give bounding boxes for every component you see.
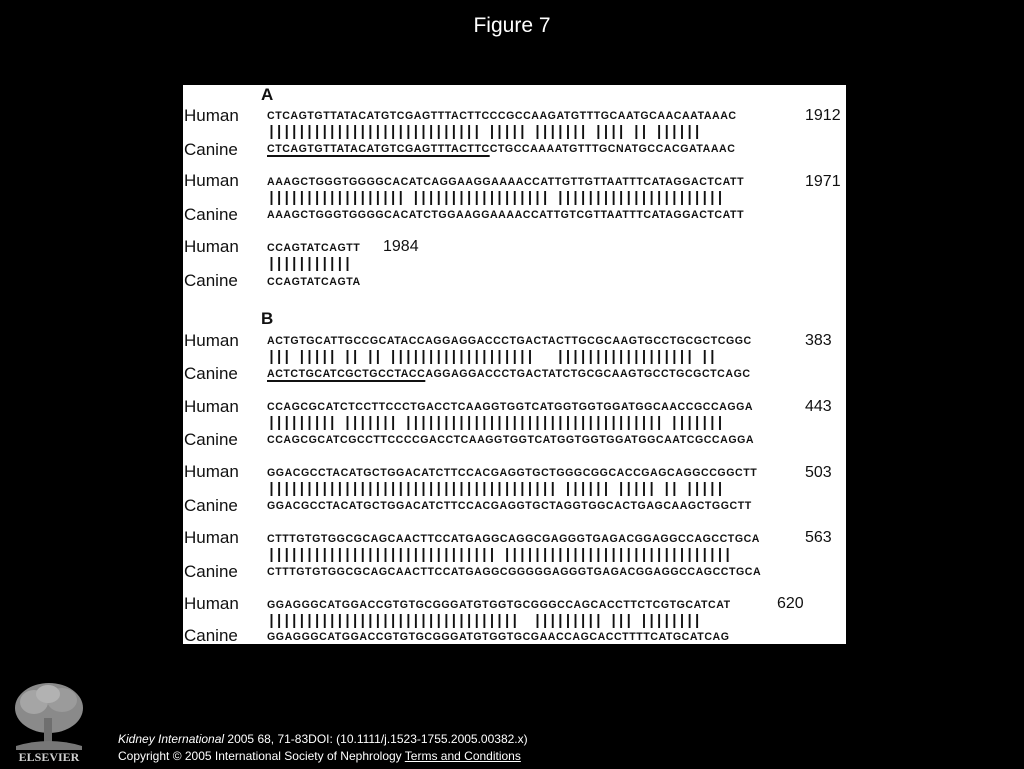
match-bars: ||||||||| ||||||| |||||||||||||||||||||||||||||||||| ||||||| xyxy=(267,415,724,432)
position-number: 620 xyxy=(777,595,804,612)
human-label: Human xyxy=(184,331,239,350)
citation-details: 2005 68, 71-83DOI: (10.1111/j.1523-1755.2005.00382.x) xyxy=(224,732,528,746)
match-bars: ||||||||||| xyxy=(267,256,351,273)
canine-sequence: GGAGGGCATGGACCGTGTGCGGGATGTGGTGCGAACCAGCACCTTTTCATGCATCAG xyxy=(267,631,730,643)
primer-underline: ACTCTGCATCGCTGCCTACC xyxy=(267,368,426,380)
human-label: Human xyxy=(184,528,239,547)
canine-sequence xyxy=(267,368,751,380)
human-label: Human xyxy=(184,462,239,481)
match-bars: |||||||||||||||||| |||||||||||||||||| |||||||||||||||||||||| xyxy=(267,190,724,207)
citation-line xyxy=(118,731,528,748)
elsevier-wordmark: ELSEVIER xyxy=(18,750,80,764)
human-sequence: GGACGCCTACATGCTGGACATCTTCCACGAGGTGCTGGGCGGCACCGAGCAGGCCGGCTT xyxy=(267,467,758,479)
match-bars: |||||||||||||||||||||||||||||| |||||||||||||||||||||||||||||| xyxy=(267,547,731,564)
canine-sequence: CTTTGTGTGGCGCAGCAACTTCCATGAGGCGGGGGAGGGTGAGACGGAGGCCAGCCTGCA xyxy=(267,566,762,578)
journal-name: Kidney International xyxy=(118,732,225,746)
human-label: Human xyxy=(184,237,239,256)
position-number: 1984 xyxy=(383,238,419,255)
match-bars: |||||||||||||||||||||||||||||||||||||| |||||| ||||| || ||||| xyxy=(267,481,724,498)
primer-underline: CTCAGTGTTATACATGTCGAGTTTACTTC xyxy=(267,143,490,155)
elsevier-logo[interactable] xyxy=(10,680,88,764)
position-number: 1912 xyxy=(805,107,841,124)
copyright-text: Copyright © 2005 International Society of Nephrology xyxy=(118,749,405,763)
terms-and-conditions-link[interactable]: Terms and Conditions xyxy=(404,749,521,763)
canine-label: Canine xyxy=(184,205,238,224)
canine-sequence: CCAGCGCATCGCCTTCCCCGACCTCAAGGTGGTCATGGTGGTGGATGGCAATCGCCAGGA xyxy=(267,434,755,446)
human-sequence: GGAGGGCATGGACCGTGTGCGGGATGTGGTGCGGGCCAGCACCTTCTCGTGCATCAT xyxy=(267,599,731,611)
canine-label: Canine xyxy=(184,364,238,383)
figure-title: Figure 7 xyxy=(473,14,551,37)
citation-block xyxy=(118,731,528,765)
human-sequence: AAAGCTGGGTGGGGCACATCAGGAAGGAAAACCATTGTTGTTAATTTCATAGGACTCATT xyxy=(267,176,745,188)
canine-sequence: GGACGCCTACATGCTGGACATCTTCCACGAGGTGCTAGGTGGCACTGAGCAAGCTGGCTT xyxy=(267,500,752,512)
sequence-alignment-figure xyxy=(183,85,846,644)
human-sequence: CTTTGTGTGGCGCAGCAACTTCCATGAGGCAGGCGAGGGTGAGACGGAGGCCAGCCTGCA xyxy=(267,533,761,545)
position-number: 383 xyxy=(805,332,832,349)
human-label: Human xyxy=(184,106,239,125)
human-label: Human xyxy=(184,171,239,190)
canine-label: Canine xyxy=(184,271,238,290)
human-sequence: CTCAGTGTTATACATGTCGAGTTTACTTCCCGCCAAGATGTTTGCAATGCAACAATAAAC xyxy=(267,110,737,122)
position-number: 503 xyxy=(805,464,832,481)
canine-label: Canine xyxy=(184,430,238,449)
position-number: 1971 xyxy=(805,173,841,190)
human-sequence: CCAGTATCAGTT xyxy=(267,242,361,254)
position-number: 563 xyxy=(805,529,832,546)
human-sequence: CCAGCGCATCTCCTTCCCTGACCTCAAGGTGGTCATGGTGGTGGATGGCAACCGCCAGGA xyxy=(267,401,754,413)
canine-label: Canine xyxy=(184,562,238,581)
canine-sequence: AAAGCTGGGTGGGGCACATCTGGAAGGAAAACCATTGTCGTTAATTTCATAGGACTCATT xyxy=(267,209,745,221)
canine-label: Canine xyxy=(184,140,238,159)
canine-label: Canine xyxy=(184,496,238,515)
canine-sequence-rest: CTGCCAAAATGTTTGCNATGCCACGATAAAC xyxy=(489,143,736,155)
canine-label: Canine xyxy=(184,626,238,644)
copyright-line xyxy=(118,748,528,765)
human-label: Human xyxy=(184,397,239,416)
human-label: Human xyxy=(184,594,239,613)
match-bars: ||| ||||| || || ||||||||||||||||||| |||||||||||||||||| || xyxy=(267,349,716,366)
position-number: 443 xyxy=(805,398,832,415)
match-bars: ||||||||||||||||||||||||||||||||| ||||||||| ||| |||||||| xyxy=(267,613,701,630)
panel-label-a: A xyxy=(261,85,274,104)
match-bars: |||||||||||||||||||||||||||| ||||| ||||||| |||| || |||||| xyxy=(267,124,701,141)
canine-sequence: CCAGTATCAGTA xyxy=(267,276,361,288)
panel-label-b: B xyxy=(261,309,274,328)
elsevier-tree-icon xyxy=(10,680,88,764)
canine-sequence-rest: AGGAGGACCCTGACTATCTGCGCAAGTGCCTGCGCTCAGC xyxy=(425,368,751,380)
human-sequence: ACTGTGCATTGCCGCATACCAGGAGGACCCTGACTACTTGCGCAAGTGCCTGCGCTCGGC xyxy=(267,335,752,347)
canine-sequence xyxy=(267,143,735,155)
